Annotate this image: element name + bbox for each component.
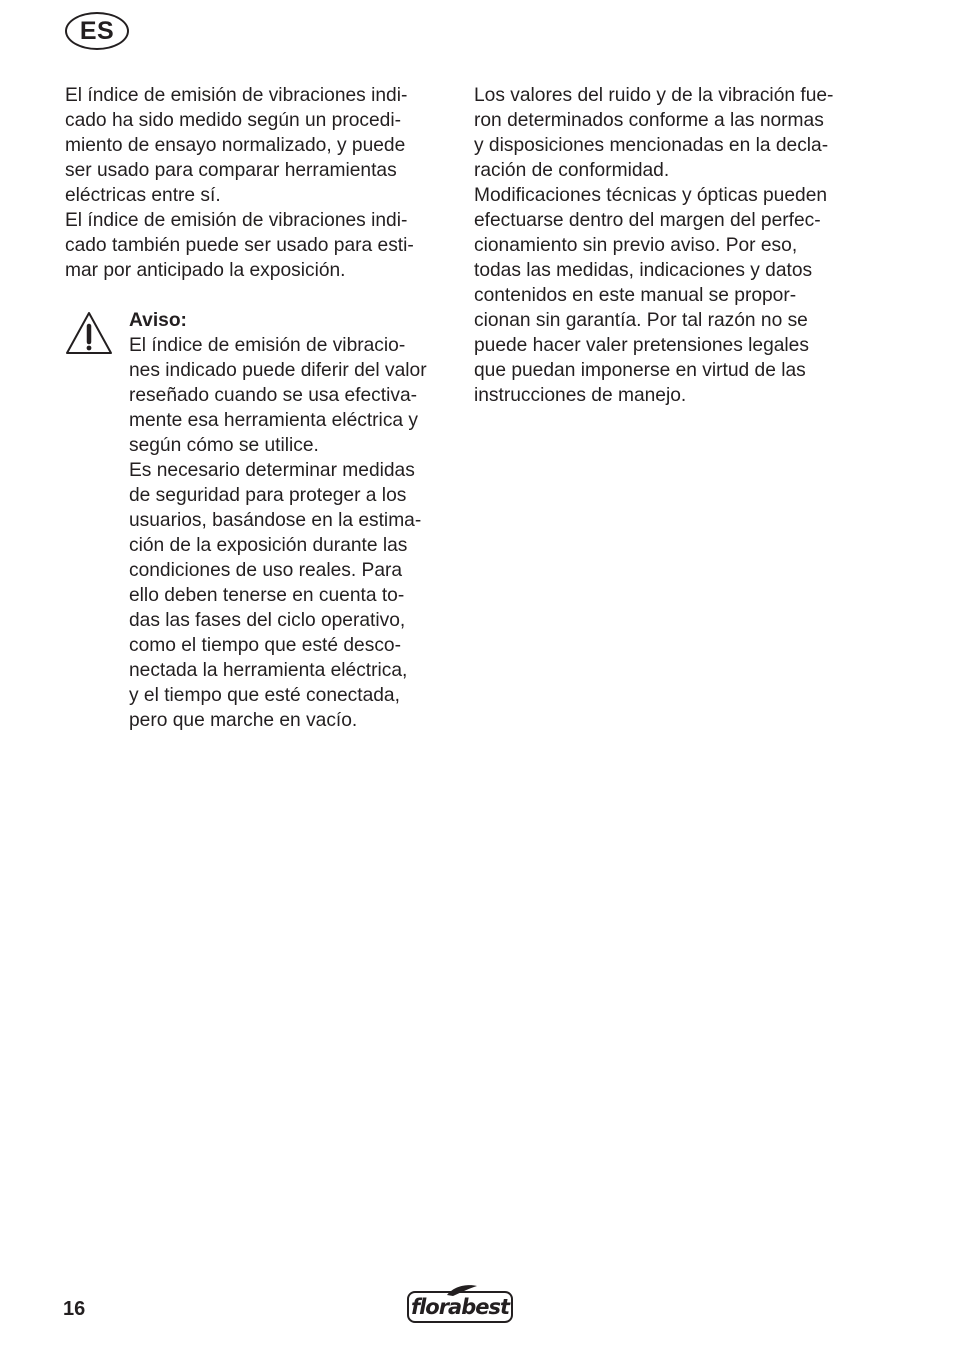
text-line: puede hacer valer pretensiones legales (474, 335, 809, 356)
text-line: miento de ensayo normalizado, y puede (65, 135, 406, 156)
text-line: cado también puede ser usado para esti- (65, 235, 414, 256)
text-line: y disposiciones mencionadas en la decla- (474, 135, 829, 156)
text-line: ración de conformidad. (474, 160, 670, 181)
text-line: nes indicado puede diferir del valor (129, 360, 427, 381)
text-line: usuarios, basándose en la estima- (129, 510, 422, 531)
page-number: 16 (63, 1298, 86, 1320)
text-line: El índice de emisión de vibraciones indi- (65, 210, 408, 231)
text-line: contenidos en este manual se propor- (474, 285, 797, 306)
text-line: El índice de emisión de vibraciones indi- (65, 85, 408, 106)
warning-title: Aviso: (129, 310, 187, 331)
text-line: mar por anticipado la exposición. (65, 260, 346, 281)
text-line: mente esa herramienta eléctrica y (129, 410, 419, 431)
right-column-text (474, 83, 833, 408)
text-line: ron determinados conforme a las normas (474, 110, 824, 131)
text-line: instrucciones de manejo. (474, 385, 687, 406)
text-line: Los valores del ruido y de la vibración fue- (474, 85, 834, 106)
florabest-logo (405, 1283, 517, 1327)
text-line: cionamiento sin previo aviso. Por eso, (474, 235, 798, 256)
text-line: ción de la exposición durante las (129, 535, 408, 556)
logo-wordmark: florabest (410, 1295, 510, 1319)
text-line: ello deben tenerse en cuenta to- (129, 585, 405, 606)
text-line: que puedan imponerse en virtud de las (474, 360, 806, 381)
text-line: ser usado para comparar herramientas (65, 160, 397, 181)
left-column-text (65, 83, 414, 283)
text-line: y el tiempo que esté conectada, (129, 685, 400, 706)
language-badge: ES (65, 12, 129, 50)
text-line: El índice de emisión de vibracio- (129, 335, 406, 356)
text-line: de seguridad para proteger a los (129, 485, 407, 506)
text-line: cado ha sido medido según un procedi- (65, 110, 402, 131)
text-line: condiciones de uso reales. Para (129, 560, 403, 581)
text-line: das las fases del ciclo operativo, (129, 610, 406, 631)
text-line: pero que marche en vacío. (129, 710, 358, 731)
text-line: eléctricas entre sí. (65, 185, 221, 206)
text-line: según cómo se utilice. (129, 435, 319, 456)
text-line: como el tiempo que esté desco- (129, 635, 401, 656)
text-line: nectada la herramienta eléctrica, (129, 660, 408, 681)
text-line: efectuarse dentro del margen del perfec- (474, 210, 821, 231)
text-line: cionan sin garantía. Por tal razón no se (474, 310, 808, 331)
text-line: todas las medidas, indicaciones y datos (474, 260, 813, 281)
warning-text (129, 308, 427, 733)
text-line: reseñado cuando se usa efectiva- (129, 385, 417, 406)
text-line: Modificaciones técnicas y ópticas pueden (474, 185, 828, 206)
warning-triangle-icon (64, 310, 114, 361)
text-line: Es necesario determinar medidas (129, 460, 415, 481)
